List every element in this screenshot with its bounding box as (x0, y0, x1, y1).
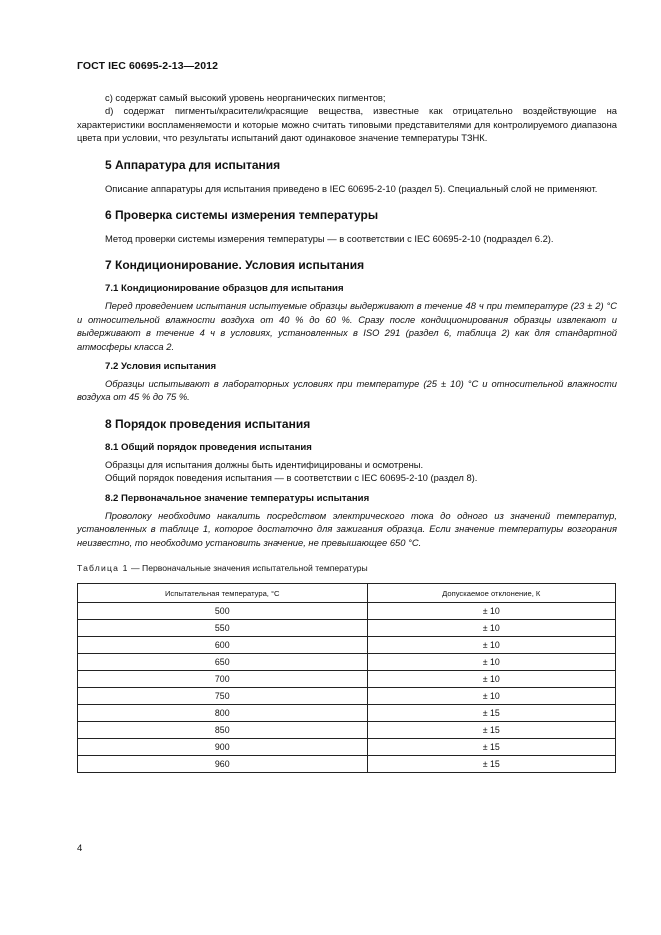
table-row (78, 603, 616, 620)
temperature-cell: 960 (78, 756, 368, 773)
tolerance-cell: ± 10 (367, 671, 615, 688)
column-header-tolerance: Допускаемое отклонение, К (367, 584, 615, 603)
section-5-text: Описание аппаратуры для испытания приведено в IEC 60695-2-10 (раздел 5). Специальный слой не применяют. (105, 182, 598, 194)
page-number: 4 (77, 843, 83, 854)
table-row (78, 705, 616, 722)
table-row (78, 739, 616, 756)
table-row (78, 654, 616, 671)
tolerance-cell: ± 15 (367, 756, 615, 773)
table-row (78, 722, 616, 739)
section-8-1-line-2: Общий порядок поведения испытания — в соответствии с IEC 60695-2-10 (раздел 8). (105, 472, 478, 484)
table-caption-label: Таблица 1 (77, 562, 129, 573)
table-body (78, 603, 616, 773)
table-header-row (78, 584, 616, 603)
section-8-1-line-1: Образцы для испытания должны быть идентифицированы и осмотрены. (105, 458, 424, 470)
tolerance-cell: ± 10 (367, 603, 615, 620)
tolerance-cell: ± 10 (367, 654, 615, 671)
section-6-title: 6 Проверка системы измерения температуры (105, 208, 379, 223)
section-7-1-title: 7.1 Кондиционирование образцов для испытания (105, 283, 344, 295)
temperature-table (77, 583, 616, 773)
temperature-cell: 650 (78, 654, 368, 671)
temperature-cell: 700 (78, 671, 368, 688)
document-header: ГОСТ IEC 60695-2-13—2012 (77, 60, 219, 72)
column-header-temperature: Испытательная температура, °С (78, 584, 368, 603)
tolerance-cell: ± 10 (367, 688, 615, 705)
section-6-text: Метод проверки системы измерения температуры — в соответствии с IEC 60695-2-10 (подраздел 6.2). (105, 233, 554, 245)
table-row (78, 620, 616, 637)
table-caption-text: — Первоначальные значения испытательной температуры (128, 562, 368, 573)
section-8-1-title: 8.1 Общий порядок проведения испытания (105, 441, 312, 453)
table-caption (77, 562, 617, 575)
table-row (78, 756, 616, 773)
section-8-title: 8 Порядок проведения испытания (105, 416, 311, 431)
tolerance-cell: ± 15 (367, 739, 615, 756)
section-5-title: 5 Аппаратура для испытания (105, 157, 281, 172)
intro-item-c: c) содержат самый высокий уровень неорганических пигментов; (105, 92, 386, 103)
temperature-cell: 900 (78, 739, 368, 756)
temperature-cell: 500 (78, 603, 368, 620)
document-body (77, 91, 617, 773)
section-8-2-title: 8.2 Первоначальное значение температуры испытания (105, 492, 370, 504)
tolerance-cell: ± 15 (367, 705, 615, 722)
table-row (78, 671, 616, 688)
temperature-cell: 850 (78, 722, 368, 739)
section-8-2-text: Проволоку необходимо накалить посредством электрического тока до одного из значений температур, установленных в таблице 1, которое достаточно для зажигания образца. Если значение температуры возгорания неизвестно, то необходимо установить значение, не превышающее 650 °С. (77, 509, 617, 548)
intro-item-d: d) содержат пигменты/красители/красящие вещества, известные как отрицательно воздействующие на характеристики воспламеняемости и которые можно считать типовыми представителями для контролируемого диапазона цвета при условии, что результаты испытаний дают одинаковое значение температуры ТЗНК. (77, 105, 617, 144)
tolerance-cell: ± 15 (367, 722, 615, 739)
section-7-1-text: Перед проведением испытания испытуемые образцы выдерживают в течение 48 ч при температуре (23 ± 2) °С и относительной влажности воздуха от 40 % до 60 %. Сразу после кондиционирования образцы извлекают и выдерживают в течение 4 ч в условиях, установленных в ISO 291 (раздел 6, таблица 2) как для стандартной атмосферы класса 2. (77, 300, 617, 352)
table-row (78, 688, 616, 705)
table-row (78, 637, 616, 654)
section-7-2-title: 7.2 Условия испытания (105, 361, 217, 373)
tolerance-cell: ± 10 (367, 620, 615, 637)
section-7-2-text: Образцы испытывают в лабораторных условиях при температуре (25 ± 10) °С и относительной влажности воздуха от 45 % до 75 %. (77, 378, 617, 403)
tolerance-cell: ± 10 (367, 637, 615, 654)
temperature-cell: 800 (78, 705, 368, 722)
section-7-title: 7 Кондиционирование. Условия испытания (105, 258, 365, 273)
temperature-cell: 750 (78, 688, 368, 705)
temperature-cell: 600 (78, 637, 368, 654)
temperature-cell: 550 (78, 620, 368, 637)
